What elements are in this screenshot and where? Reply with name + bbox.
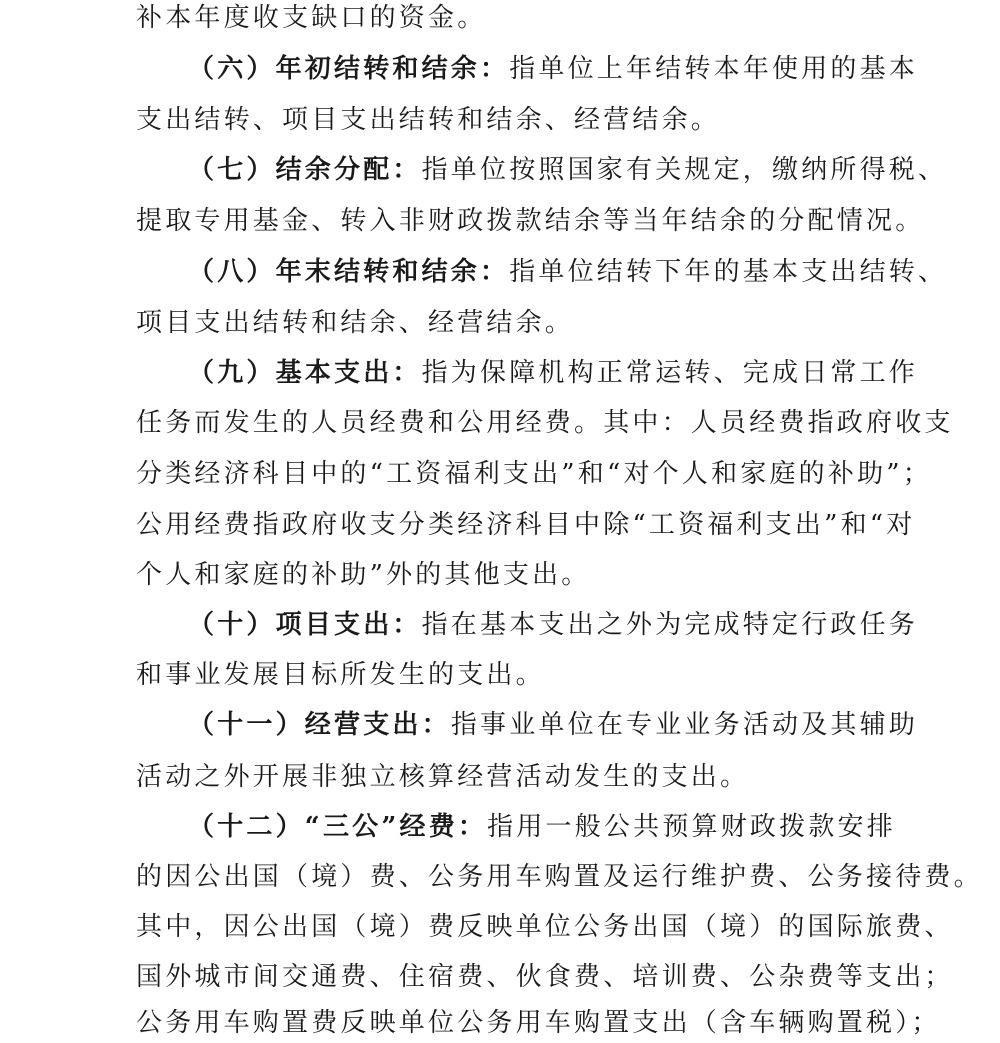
line-text: 指用一般公共预算财政拨款安排 bbox=[487, 812, 896, 842]
paragraph-start-line bbox=[188, 49, 948, 89]
text-line bbox=[136, 555, 896, 595]
text-line bbox=[136, 454, 932, 494]
line-text: 任务而发生的人员经费和公用经费。其中：人员经费指政府收支 bbox=[136, 408, 954, 438]
term-heading: （九）基本支出： bbox=[188, 358, 422, 388]
line-text: 指为保障机构正常运转、完成日常工作 bbox=[421, 358, 919, 388]
text-line bbox=[136, 303, 896, 343]
line-text: 和事业发展目标所发生的支出。 bbox=[136, 660, 545, 690]
term-heading: （十）项目支出： bbox=[188, 610, 422, 640]
term-heading: （十二）“三公”经费： bbox=[188, 812, 488, 842]
text-line bbox=[136, 403, 954, 443]
paragraph-start-line bbox=[188, 807, 948, 847]
term-heading: （六）年初结转和结余： bbox=[188, 54, 510, 84]
paragraph-start-line bbox=[188, 605, 948, 645]
term-heading: （七）结余分配： bbox=[188, 155, 422, 185]
paragraph-start-line bbox=[188, 353, 948, 393]
text-line bbox=[136, 907, 954, 947]
line-text: 指单位按照国家有关规定，缴纳所得税、 bbox=[421, 155, 948, 185]
text-line bbox=[136, 655, 896, 695]
text-line bbox=[136, 100, 896, 140]
text-line bbox=[136, 757, 896, 797]
text-line bbox=[136, 957, 954, 997]
line-text: 的因公出国（境）费、公务用车购置及运行维护费、公务接待费。 bbox=[136, 862, 983, 892]
line-text: 国外城市间交通费、住宿费、伙食费、培训费、公杂费等支出； bbox=[136, 962, 954, 992]
line-text: 项目支出结转和结余、经营结余。 bbox=[136, 308, 575, 338]
term-heading: （八）年末结转和结余： bbox=[188, 257, 510, 287]
term-heading: （十一）经营支出： bbox=[188, 710, 451, 740]
line-text: 指单位结转下年的基本支出结转、 bbox=[509, 257, 948, 287]
paragraph-start-line bbox=[188, 252, 948, 292]
line-text: 提取专用基金、转入非财政拨款结余等当年结余的分配情况。 bbox=[136, 206, 925, 236]
text-line bbox=[136, 0, 896, 38]
line-text: 支出结转、项目支出结转和结余、经营结余。 bbox=[136, 105, 721, 135]
line-text: 指事业单位在专业业务活动及其辅助 bbox=[450, 710, 919, 740]
paragraph-start-line bbox=[188, 705, 948, 745]
paragraph-start-line bbox=[188, 150, 948, 190]
line-text: 指在基本支出之外为完成特定行政任务 bbox=[421, 610, 919, 640]
line-text: 个人和家庭的补助”外的其他支出。 bbox=[136, 560, 591, 590]
line-text: 其中，因公出国（境）费反映单位公务出国（境）的国际旅费、 bbox=[136, 912, 954, 942]
text-line bbox=[136, 857, 983, 897]
line-text: 公务用车购置费反映单位公务用车购置支出（含车辆购置税）； bbox=[136, 1008, 941, 1038]
line-text: 补本年度收支缺口的资金。 bbox=[136, 3, 487, 33]
text-line bbox=[136, 1003, 941, 1043]
line-text: 分类经济科目中的“工资福利支出”和“对个人和家庭的补助”； bbox=[136, 459, 932, 489]
line-text: 指单位上年结转本年使用的基本 bbox=[509, 54, 919, 84]
text-line bbox=[136, 505, 916, 545]
line-text: 活动之外开展非独立核算经营活动发生的支出。 bbox=[136, 762, 750, 792]
text-line bbox=[136, 201, 925, 241]
line-text: 公用经费指政府收支分类经济科目中除“工资福利支出”和“对 bbox=[136, 510, 916, 540]
